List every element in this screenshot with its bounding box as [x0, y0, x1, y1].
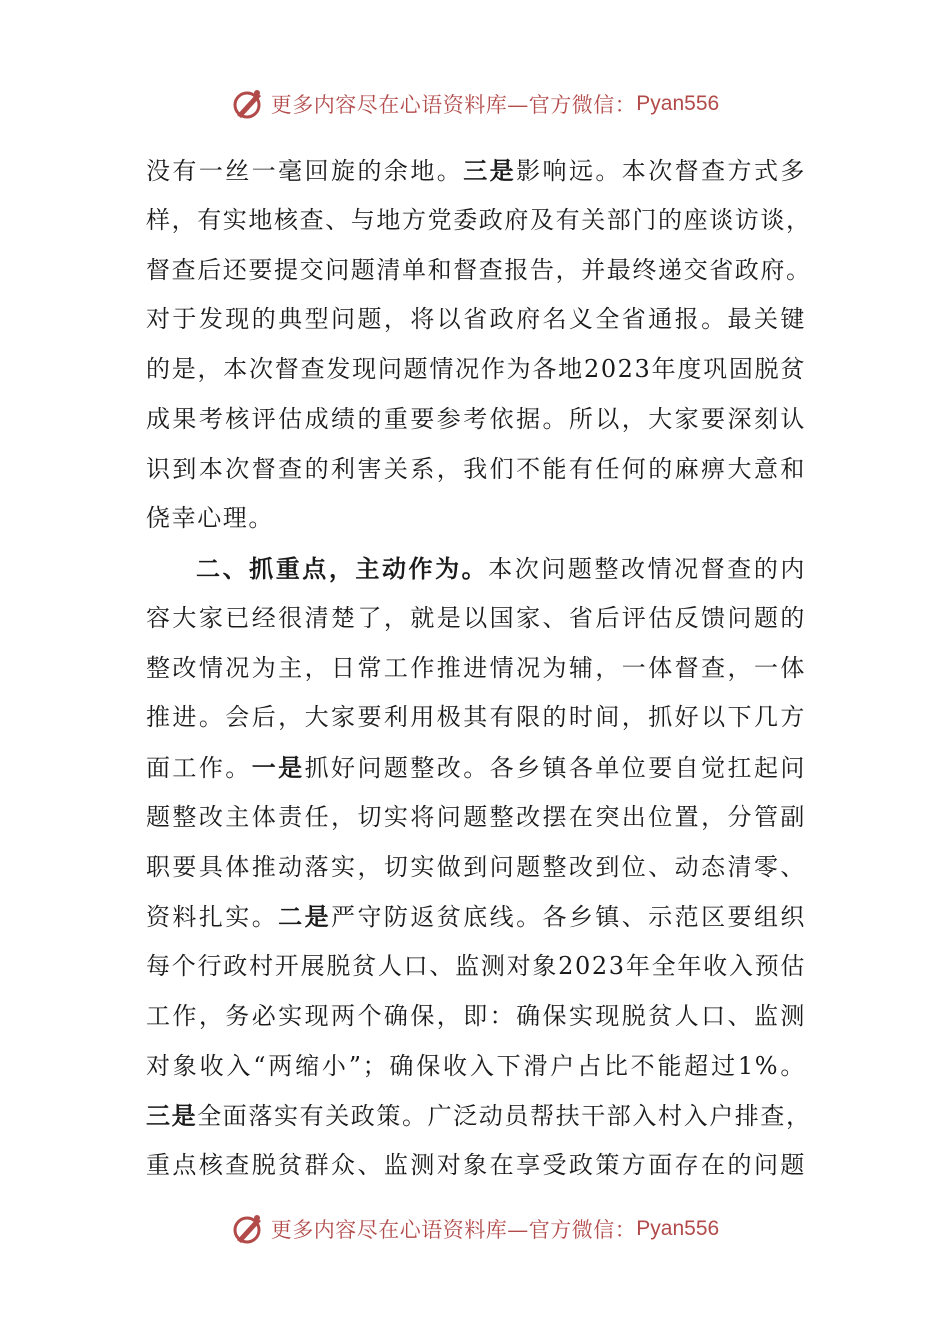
- text-line: 面工作。一是抓好问题整改。各乡镇各单位要自觉扛起问: [146, 753, 806, 782]
- text-line: 识到本次督查的利害关系，我们不能有任何的麻痹大意和: [146, 454, 806, 483]
- document-body: [146, 146, 812, 1191]
- footer-banner: [0, 1209, 950, 1249]
- text-line: 推进。会后，大家要利用极其有限的时间，抓好以下几方: [146, 703, 806, 732]
- footer-banner-text: 更多内容尽在心语资料库—官方微信：: [270, 1218, 637, 1242]
- text-line: 重点核查脱贫群众、监测对象在享受政策方面存在的问题: [146, 1151, 806, 1179]
- header-banner-id: Pyan556: [636, 92, 720, 115]
- text-line: 容大家已经很清楚了，就是以国家、省后评估反馈问题的: [146, 603, 806, 632]
- text-line: 整改情况为主，日常工作推进情况为辅，一体督查，一体: [146, 653, 806, 682]
- text-line: 职要具体推动落实，切实做到问题整改到位、动态清零、: [146, 852, 806, 881]
- text-line: 每个行政村开展脱贫人口、监测对象2023年全年收入预估: [146, 952, 806, 980]
- text-line: 题整改主体责任，切实将问题整改摆在突出位置，分管副: [146, 802, 806, 831]
- section-heading-line: 二、抓重点，主动作为。本次问题整改情况督查的内: [196, 554, 806, 583]
- text-line: 样，有实地核查、与地方党委政府及有关部门的座谈访谈，: [146, 205, 812, 234]
- text-line: 侥幸心理。: [146, 504, 274, 533]
- text-line: 成果考核评估成绩的重要参考依据。所以，大家要深刻认: [146, 404, 806, 433]
- text-line: 没有一丝一毫回旋的余地。三是影响远。本次督查方式多: [146, 156, 807, 185]
- pen-logo-icon: [231, 87, 265, 121]
- text-line: 对于发现的典型问题，将以省政府名义全省通报。最关键: [146, 305, 806, 334]
- text-line: 三是全面落实有关政策。广泛动员帮扶干部入村入户排查，: [146, 1101, 812, 1131]
- pen-logo-icon: [231, 1212, 265, 1246]
- header-banner-text: 更多内容尽在心语资料库—官方微信：: [270, 93, 637, 117]
- text-line: 督查后还要提交问题清单和督查报告，并最终递交省政府。: [146, 255, 812, 284]
- text-line: 资料扎实。二是严守防返贫底线。各乡镇、示范区要组织: [146, 902, 807, 932]
- text-line: 的是，本次督查发现问题情况作为各地2023年度巩固脱贫: [146, 355, 806, 383]
- header-banner: [0, 84, 950, 124]
- footer-banner-id: Pyan556: [636, 1217, 720, 1240]
- text-line: 对象收入“两缩小”；确保收入下滑户占比不能超过1%。: [146, 1051, 806, 1080]
- text-line: 工作，务必实现两个确保，即：确保实现脱贫人口、监测: [146, 1001, 806, 1030]
